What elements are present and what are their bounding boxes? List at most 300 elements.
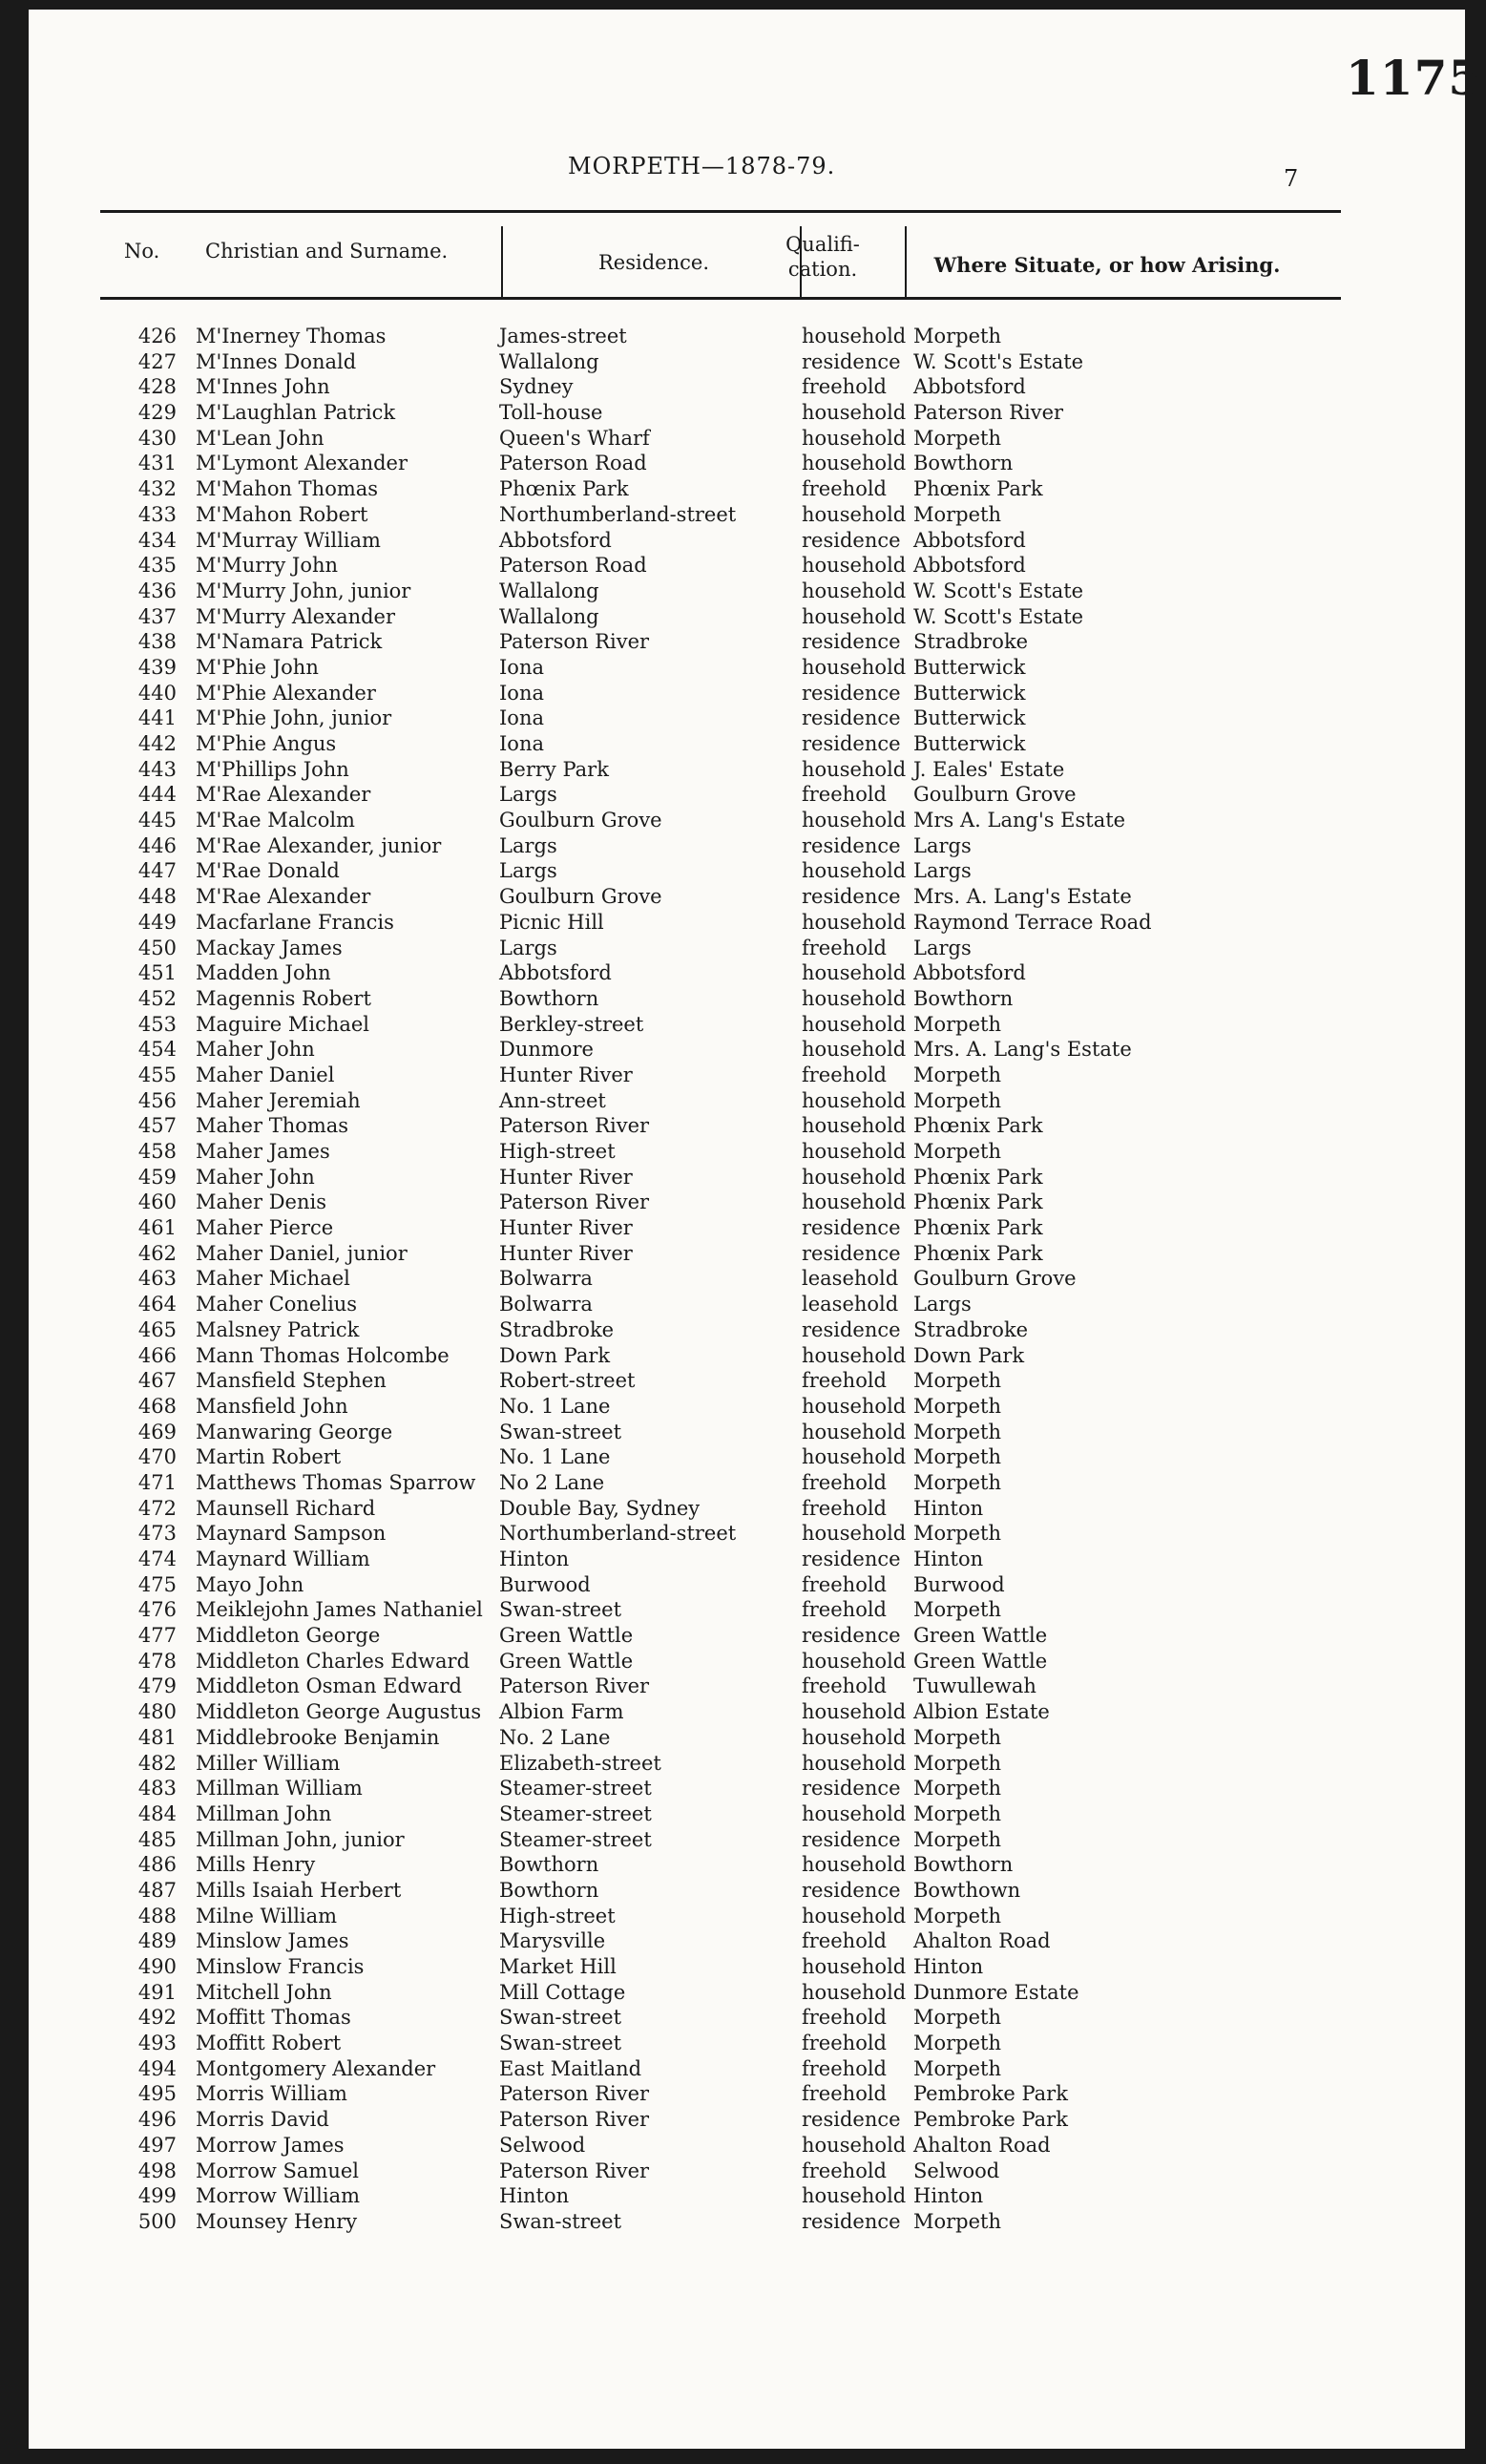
entry-where-situate: Butterwick: [913, 681, 1026, 705]
entry-number: 454: [137, 1038, 177, 1062]
entry-number: 474: [137, 1548, 177, 1570]
entry-name: Mayo John: [196, 1572, 304, 1596]
table-row: [100, 910, 1341, 936]
entry-name: Manwaring George: [196, 1420, 393, 1443]
entry-name: Maynard Sampson: [196, 1522, 387, 1546]
entry-qualification: residence: [802, 1241, 901, 1265]
table-row: [100, 2056, 1341, 2082]
entry-name: Moffitt Thomas: [196, 2006, 351, 2030]
entry-where-situate: Burwood: [913, 1572, 1005, 1596]
entry-qualification: household: [802, 502, 907, 526]
entry-where-situate: Stradbroke: [913, 630, 1029, 654]
entry-number: 453: [137, 1012, 177, 1036]
entry-qualification: leasehold: [802, 1267, 899, 1291]
entry-name: M'Inerney Thomas: [196, 325, 387, 347]
entry-qualification: household: [802, 1140, 907, 1163]
table-row: [100, 986, 1341, 1012]
entry-residence: Market Hill: [499, 1955, 617, 1978]
entry-number: 457: [137, 1114, 177, 1138]
header-name: Christian and Surname.: [205, 240, 449, 263]
entry-where-situate: Morpeth: [913, 1904, 1002, 1927]
table-row: [100, 1012, 1341, 1038]
entry-where-situate: Mrs. A. Lang's Estate: [913, 1038, 1132, 1062]
entry-where-situate: Largs: [913, 833, 972, 857]
entry-residence: Ann-street: [499, 1088, 606, 1112]
entry-where-situate: Green Wattle: [913, 1649, 1048, 1673]
table-row: [100, 1139, 1341, 1165]
entry-where-situate: Morpeth: [913, 2209, 1002, 2233]
entry-name: Mounsey Henry: [196, 2209, 358, 2233]
entry-number: 480: [137, 1700, 177, 1724]
entry-qualification: freehold: [802, 2056, 887, 2080]
entry-residence: Marysville: [499, 1929, 606, 1953]
entry-name: M'Phie Angus: [196, 732, 337, 755]
entry-where-situate: Morpeth: [913, 1140, 1002, 1163]
entry-residence: No 2 Lane: [499, 1470, 605, 1494]
entry-number: 447: [137, 859, 177, 883]
entry-name: M'Murry Alexander: [196, 604, 396, 628]
entry-number: 472: [137, 1496, 177, 1520]
table-row: [100, 1113, 1341, 1139]
entry-number: 450: [137, 936, 177, 959]
entry-number: 487: [137, 1878, 177, 1902]
entry-qualification: freehold: [802, 2032, 887, 2055]
entry-number: 476: [137, 1598, 177, 1622]
entry-qualification: household: [802, 910, 907, 934]
entry-residence: Down Park: [499, 1343, 611, 1367]
entry-where-situate: Bowthorn: [913, 1853, 1014, 1877]
entry-where-situate: Phœnix Park: [913, 1114, 1043, 1138]
entry-residence: Largs: [499, 936, 557, 959]
table-row: [100, 1649, 1341, 1674]
entry-number: 468: [137, 1394, 177, 1418]
entry-qualification: household: [802, 2184, 907, 2208]
entry-residence: Paterson River: [499, 2159, 650, 2182]
entry-name: Maher Conelius: [196, 1293, 358, 1316]
entry-residence: Iona: [499, 681, 544, 705]
entry-qualification: household: [802, 757, 907, 781]
entry-residence: High-street: [499, 1904, 616, 1927]
entry-qualification: household: [802, 1904, 907, 1927]
entry-number: 499: [137, 2184, 177, 2208]
entry-qualification: household: [802, 1114, 907, 1138]
entry-number: 489: [137, 1929, 177, 1953]
entry-where-situate: W. Scott's Estate: [913, 604, 1084, 628]
table-row: [100, 1394, 1341, 1420]
entry-number: 429: [137, 401, 177, 425]
entry-qualification: residence: [802, 630, 901, 654]
entry-residence: Elizabeth-street: [499, 1751, 661, 1775]
entry-name: Morris William: [196, 2082, 347, 2106]
table-row: [100, 1980, 1341, 2006]
entry-residence: East Maitland: [499, 2056, 642, 2080]
entry-name: Mackay James: [196, 936, 343, 959]
entry-residence: Phœnix Park: [499, 477, 629, 501]
table-row: [100, 2031, 1341, 2056]
entry-residence: High-street: [499, 1140, 616, 1163]
table-row: [100, 1037, 1341, 1063]
entry-residence: Iona: [499, 732, 544, 755]
entry-qualification: freehold: [802, 1929, 887, 1953]
entry-where-situate: Morpeth: [913, 2056, 1002, 2080]
entry-name: M'Rae Malcolm: [196, 809, 355, 832]
entry-residence: Paterson River: [499, 2082, 650, 2106]
table-row: [100, 1266, 1341, 1292]
entry-qualification: household: [802, 2133, 907, 2157]
entry-residence: Berry Park: [499, 757, 609, 781]
entry-qualification: household: [802, 1088, 907, 1112]
entry-name: Maher John: [196, 1038, 315, 1062]
entry-number: 475: [137, 1572, 177, 1596]
entry-residence: Iona: [499, 655, 544, 679]
entry-qualification: residence: [802, 2209, 901, 2233]
entry-residence: Wallalong: [499, 604, 599, 628]
entry-qualification: residence: [802, 1878, 901, 1902]
entry-where-situate: Stradbroke: [913, 1317, 1029, 1341]
entry-where-situate: W. Scott's Estate: [913, 349, 1084, 373]
entry-number: 495: [137, 2082, 177, 2106]
entry-residence: Abbotsford: [499, 528, 612, 552]
header-qualification-line1: Qualifi-: [785, 233, 860, 256]
entry-where-situate: Morpeth: [913, 2006, 1002, 2030]
entry-residence: Green Wattle: [499, 1624, 634, 1648]
entry-qualification: residence: [802, 349, 901, 373]
entry-number: 481: [137, 1725, 177, 1749]
entry-qualification: household: [802, 452, 907, 475]
entry-name: Moffitt Robert: [196, 2032, 342, 2055]
table-row: [100, 1470, 1341, 1496]
entry-where-situate: Bowthorn: [913, 452, 1014, 475]
entry-name: Maher John: [196, 1165, 315, 1189]
entry-qualification: freehold: [802, 1572, 887, 1596]
entry-number: 491: [137, 1980, 177, 2004]
entry-number: 492: [137, 2006, 177, 2030]
entry-where-situate: Abbotsford: [913, 528, 1026, 552]
table-row: [100, 2133, 1341, 2159]
table-row: [100, 528, 1341, 554]
entry-residence: Paterson River: [499, 2108, 650, 2132]
entry-name: Morrow William: [196, 2184, 361, 2208]
entry-number: 446: [137, 833, 177, 857]
entry-number: 484: [137, 1801, 177, 1825]
entry-residence: Swan-street: [499, 2032, 622, 2055]
entry-residence: Hunter River: [499, 1165, 633, 1189]
entry-residence: Goulburn Grove: [499, 809, 662, 832]
entry-residence: Northumberland-street: [499, 502, 737, 526]
table-row: [100, 1699, 1341, 1725]
entry-qualification: freehold: [802, 1598, 887, 1622]
table-row: [100, 808, 1341, 833]
entry-where-situate: Albion Estate: [913, 1700, 1050, 1724]
entry-qualification: household: [802, 325, 907, 347]
entry-number: 478: [137, 1649, 177, 1673]
entry-qualification: freehold: [802, 1470, 887, 1494]
sheet-number: 7: [1284, 165, 1299, 192]
entry-name: M'Innes Donald: [196, 349, 357, 373]
table-row: [100, 374, 1341, 400]
entry-number: 483: [137, 1777, 177, 1801]
entry-qualification: leasehold: [802, 1293, 899, 1316]
entry-qualification: freehold: [802, 1674, 887, 1698]
entry-name: Macfarlane Francis: [196, 910, 394, 934]
entry-residence: Hinton: [499, 1548, 570, 1570]
table-row: [100, 1063, 1341, 1088]
entry-residence: Paterson River: [499, 630, 650, 654]
entry-number: 441: [137, 706, 177, 730]
entry-where-situate: Morpeth: [913, 1751, 1002, 1775]
entry-name: Malsney Patrick: [196, 1317, 360, 1341]
entry-residence: Hunter River: [499, 1063, 633, 1086]
table-row: [100, 629, 1341, 655]
entry-residence: Swan-street: [499, 1598, 622, 1622]
entry-name: Middleton Osman Edward: [196, 1674, 462, 1698]
table-row: [100, 1292, 1341, 1317]
entry-qualification: residence: [802, 885, 901, 909]
entry-name: Minslow Francis: [196, 1955, 365, 1978]
header-where: Where Situate, or how Arising.: [933, 253, 1281, 277]
table-row: [100, 706, 1341, 731]
entry-name: Maher Pierce: [196, 1216, 334, 1240]
entry-number: 465: [137, 1317, 177, 1341]
entry-residence: Paterson River: [499, 1674, 650, 1698]
entry-qualification: freehold: [802, 1496, 887, 1520]
entry-qualification: freehold: [802, 477, 887, 501]
entry-name: Millman John: [196, 1801, 332, 1825]
entry-residence: Selwood: [499, 2133, 586, 2157]
entry-where-situate: Morpeth: [913, 1522, 1002, 1546]
entry-where-situate: Butterwick: [913, 706, 1026, 730]
table-row: [100, 1572, 1341, 1598]
entry-number: 500: [137, 2209, 177, 2233]
entry-where-situate: Selwood: [913, 2159, 1000, 2182]
entry-qualification: household: [802, 1012, 907, 1036]
entry-number: 460: [137, 1190, 177, 1214]
header-bottom-rule: [100, 297, 1341, 300]
entry-qualification: freehold: [802, 936, 887, 959]
entry-qualification: freehold: [802, 2159, 887, 2182]
entry-where-situate: J. Eales' Estate: [913, 757, 1065, 781]
entry-residence: James-street: [499, 325, 627, 347]
entry-residence: Bolwarra: [499, 1293, 593, 1316]
entry-residence: Paterson River: [499, 1114, 650, 1138]
table-row: [100, 731, 1341, 757]
entry-name: Mills Isaiah Herbert: [196, 1878, 402, 1902]
table-row: [100, 858, 1341, 884]
entry-number: 434: [137, 528, 177, 552]
running-title: MORPETH—1878-79.: [568, 153, 836, 179]
entry-number: 455: [137, 1063, 177, 1086]
entry-name: M'Rae Alexander: [196, 783, 371, 807]
entry-where-situate: Ahalton Road: [913, 1929, 1051, 1953]
entry-name: M'Mahon Robert: [196, 502, 368, 526]
entry-number: 461: [137, 1216, 177, 1240]
entry-where-situate: Paterson River: [913, 401, 1064, 425]
entry-residence: Goulburn Grove: [499, 885, 662, 909]
entry-name: M'Phie Alexander: [196, 681, 376, 705]
entry-name: Magennis Robert: [196, 986, 371, 1010]
entry-where-situate: Down Park: [913, 1343, 1025, 1367]
table-row: [100, 1496, 1341, 1522]
entry-number: 490: [137, 1955, 177, 1978]
entry-name: Montgomery Alexander: [196, 2056, 436, 2080]
table-row: [100, 1904, 1341, 1929]
entry-where-situate: Largs: [913, 936, 972, 959]
entry-residence: Mill Cottage: [499, 1980, 626, 2004]
entry-where-situate: Green Wattle: [913, 1624, 1048, 1648]
entry-where-situate: Morpeth: [913, 1598, 1002, 1622]
entry-where-situate: Bowthown: [913, 1878, 1021, 1902]
entry-name: M'Lymont Alexander: [196, 452, 408, 475]
entry-residence: Burwood: [499, 1572, 591, 1596]
table-row: [100, 324, 1341, 349]
entry-where-situate: Bowthorn: [913, 986, 1014, 1010]
entry-number: 448: [137, 885, 177, 909]
entry-residence: Largs: [499, 783, 557, 807]
entry-name: Mansfield Stephen: [196, 1369, 387, 1393]
entry-residence: Northumberland-street: [499, 1522, 737, 1546]
entry-name: Meiklejohn James Nathaniel: [196, 1598, 483, 1622]
entry-name: M'Murray William: [196, 528, 381, 552]
column-divider: [501, 226, 503, 297]
entry-where-situate: Tuwullewah: [913, 1674, 1036, 1698]
table-row: [100, 1623, 1341, 1649]
entry-residence: No. 2 Lane: [499, 1725, 611, 1749]
entry-name: Martin Robert: [196, 1445, 342, 1469]
entry-where-situate: Morpeth: [913, 2032, 1002, 2055]
entry-residence: Steamer-street: [499, 1827, 652, 1851]
table-row: [100, 2081, 1341, 2107]
entry-name: Maynard William: [196, 1548, 370, 1570]
entry-qualification: residence: [802, 833, 901, 857]
entry-number: 473: [137, 1522, 177, 1546]
entry-name: Mitchell John: [196, 1980, 332, 2004]
entry-name: Millman William: [196, 1777, 363, 1801]
entry-name: Milne William: [196, 1904, 338, 1927]
entry-qualification: household: [802, 1420, 907, 1443]
entry-number: 428: [137, 375, 177, 399]
entry-residence: Robert-street: [499, 1369, 636, 1393]
entry-number: 482: [137, 1751, 177, 1775]
entry-name: M'Innes John: [196, 375, 330, 399]
register-entries: [100, 324, 1341, 2235]
entry-residence: No. 1 Lane: [499, 1445, 611, 1469]
entry-residence: Queen's Wharf: [499, 426, 650, 450]
entry-name: Maher Denis: [196, 1190, 326, 1214]
entry-where-situate: Goulburn Grove: [913, 783, 1077, 807]
entry-number: 456: [137, 1088, 177, 1112]
entry-qualification: freehold: [802, 375, 887, 399]
entry-residence: Berkley-street: [499, 1012, 644, 1036]
entry-where-situate: Phœnix Park: [913, 1190, 1043, 1214]
entry-name: Maher Daniel: [196, 1063, 335, 1086]
entry-qualification: household: [802, 1853, 907, 1877]
table-row: [100, 1317, 1341, 1343]
table-row: [100, 1343, 1341, 1369]
table-row: [100, 1827, 1341, 1853]
entry-where-situate: Abbotsford: [913, 554, 1026, 578]
entry-name: Morrow Samuel: [196, 2159, 360, 2182]
entry-qualification: residence: [802, 1216, 901, 1240]
table-row: [100, 655, 1341, 681]
table-row: [100, 1521, 1341, 1547]
entry-where-situate: Butterwick: [913, 732, 1026, 755]
entry-name: Maguire Michael: [196, 1012, 370, 1036]
entry-qualification: household: [802, 961, 907, 985]
table-row: [100, 1215, 1341, 1241]
table-row: [100, 782, 1341, 808]
entry-where-situate: Morpeth: [913, 1420, 1002, 1443]
entry-number: 485: [137, 1827, 177, 1851]
entry-where-situate: Phœnix Park: [913, 1241, 1043, 1265]
table-row: [100, 1444, 1341, 1470]
entry-residence: Steamer-street: [499, 1801, 652, 1825]
entry-where-situate: Pembroke Park: [913, 2082, 1068, 2106]
entry-residence: No. 1 Lane: [499, 1394, 611, 1418]
entry-qualification: freehold: [802, 2082, 887, 2106]
entry-qualification: residence: [802, 1624, 901, 1648]
entry-name: M'Phillips John: [196, 757, 349, 781]
entry-name: Madden John: [196, 961, 331, 985]
table-row: [100, 1801, 1341, 1827]
entry-qualification: residence: [802, 732, 901, 755]
entry-qualification: household: [802, 859, 907, 883]
table-row: [100, 1241, 1341, 1267]
entry-where-situate: Morpeth: [913, 325, 1002, 347]
entry-number: 437: [137, 604, 177, 628]
entry-where-situate: Morpeth: [913, 1470, 1002, 1494]
entry-number: 451: [137, 961, 177, 985]
entry-residence: Stradbroke: [499, 1317, 615, 1341]
table-row: [100, 1420, 1341, 1445]
entry-number: 477: [137, 1624, 177, 1648]
table-row: [100, 936, 1341, 961]
entry-where-situate: Phœnix Park: [913, 1165, 1043, 1189]
entry-qualification: household: [802, 1649, 907, 1673]
entry-name: M'Murry John, junior: [196, 579, 411, 602]
entry-name: Matthews Thomas Sparrow: [196, 1470, 476, 1494]
register-page: [29, 10, 1483, 2449]
entry-where-situate: Morpeth: [913, 1394, 1002, 1418]
entry-qualification: household: [802, 1980, 907, 2004]
entry-number: 431: [137, 452, 177, 475]
entry-qualification: freehold: [802, 1063, 887, 1086]
entry-where-situate: Morpeth: [913, 1827, 1002, 1851]
entry-where-situate: Phœnix Park: [913, 477, 1043, 501]
entry-name: Middleton Charles Edward: [196, 1649, 471, 1673]
table-row: [100, 1954, 1341, 1980]
entry-name: Minslow James: [196, 1929, 349, 1953]
entry-residence: Bowthorn: [499, 1878, 599, 1902]
entry-residence: Bowthorn: [499, 986, 599, 1010]
header-qualification: [771, 232, 874, 282]
table-row: [100, 833, 1341, 859]
entry-where-situate: Phœnix Park: [913, 1216, 1043, 1240]
entry-number: 464: [137, 1293, 177, 1316]
entry-name: Maher Daniel, junior: [196, 1241, 408, 1265]
entry-residence: Iona: [499, 706, 544, 730]
table-row: [100, 426, 1341, 452]
entry-name: Millman John, junior: [196, 1827, 405, 1851]
table-row: [100, 1852, 1341, 1878]
entry-number: 494: [137, 2056, 177, 2080]
entry-residence: Toll-house: [499, 401, 603, 425]
entry-residence: Hunter River: [499, 1216, 633, 1240]
table-row: [100, 2159, 1341, 2184]
page-number: 1175: [1346, 50, 1483, 106]
entry-residence: Picnic Hill: [499, 910, 604, 934]
entry-where-situate: Largs: [913, 859, 972, 883]
entry-number: 432: [137, 477, 177, 501]
